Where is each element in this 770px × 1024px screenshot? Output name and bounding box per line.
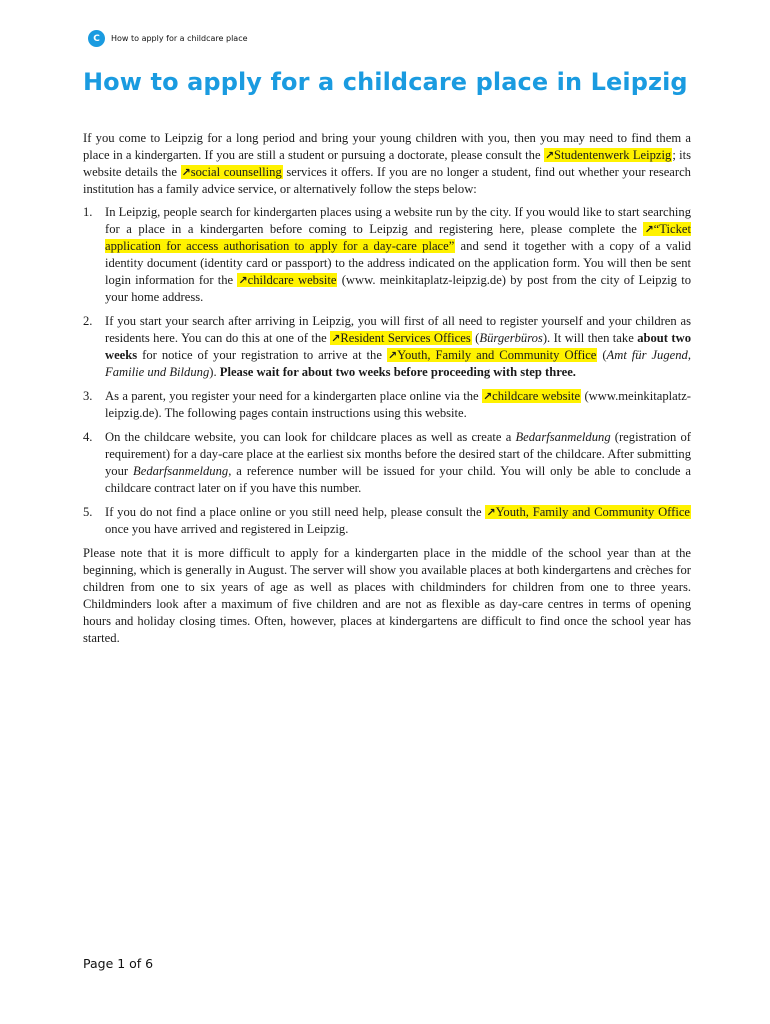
external-link-icon: ↗ (544, 149, 555, 162)
step-item (83, 313, 691, 381)
emphasis-text: Please wait for about two weeks before proceeding with step three. (219, 365, 576, 379)
link-label: Studentenwerk Leipzig (554, 148, 672, 162)
step-text: , a reference number will be issued for your child. You will only be able to conclude a childcare contract later on if you have this number. (105, 464, 691, 495)
german-term: Bedarfsanmeldung (515, 430, 611, 444)
intro-text: ; its website details the (83, 148, 691, 179)
link-resident-services[interactable] (330, 331, 472, 345)
emphasis-text: about two weeks (105, 331, 692, 362)
external-link-icon: ↗ (387, 349, 398, 362)
document-body (83, 130, 691, 647)
step-text: for notice of your registration to arrive at the (137, 348, 387, 362)
link-youth-family-office[interactable] (485, 505, 691, 519)
external-link-icon: ↗ (482, 390, 493, 403)
german-term: Amt für Jugend, Familie und Bildung (105, 348, 691, 379)
german-term: Bürgerbüros (479, 331, 543, 345)
german-term: Bedarfsanmeldung (133, 464, 229, 478)
step-text: As a parent, you register your need for a kindergarten place online via the (105, 389, 482, 403)
step-number: 4. (83, 430, 93, 444)
intro-text: If you come to Leipzig for a long period and bring your young children with you, then you may need to find them a place in a kindergarten. If you are still a student or pursuing a doctorate, please consult the (83, 131, 691, 162)
step-text: (www. meinkitaplatz-leipzig.de) by post from the city of Leipzig to your home address. (105, 273, 691, 304)
link-label: “Ticket application for access authorisation to apply for a day-care place” (105, 222, 691, 253)
step-text: ( (597, 348, 607, 362)
step-item (83, 504, 691, 538)
link-label: Youth, Family and Community Office (397, 348, 597, 362)
page-number: Page 1 of 6 (83, 956, 154, 971)
step-item (83, 204, 691, 306)
page-header (88, 30, 248, 47)
step-text: On the childcare website, you can look for childcare places as well as create a (105, 430, 516, 444)
link-label: Youth, Family and Community Office (495, 505, 690, 519)
external-link-icon: ↗ (181, 166, 191, 179)
step-text: ( (471, 331, 480, 345)
step-number: 2. (83, 314, 93, 328)
logo-icon: C (88, 30, 105, 47)
step-text: once you have arrived and registered in Leipzig. (105, 522, 349, 536)
link-childcare-website[interactable] (482, 389, 581, 403)
step-text: In Leipzig, people search for kindergarten places using a website run by the city. If you would like to start searching for a place in a kindergarten before coming to Leipzig and registering here, please complete the (105, 205, 691, 236)
step-text: and send it together with a copy of a valid identity document (identity card or passport) to the address indicated on the application form. You will then be sent login information for the (105, 239, 692, 287)
link-youth-family-office[interactable] (387, 348, 597, 362)
external-link-icon: ↗ (644, 223, 654, 236)
step-text: ). It will then take (542, 331, 638, 345)
step-text: ). (209, 365, 220, 379)
external-link-icon: ↗ (486, 506, 496, 519)
step-text: (registration of requirement) for a day-care place at the earliest six months before the desired start of the childcare. After submitting your (105, 430, 692, 478)
step-item (83, 388, 691, 422)
step-item (83, 429, 691, 497)
link-label: social counselling (190, 165, 282, 179)
step-number: 3. (83, 389, 93, 403)
header-title: How to apply for a childcare place (111, 34, 248, 43)
link-label: childcare website (492, 389, 581, 403)
step-text: If you do not find a place online or you still need help, please consult the (105, 505, 486, 519)
external-link-icon: ↗ (331, 332, 341, 345)
step-text: If you start your search after arriving in Leipzig, you will first of all need to register yourself and your children as residents here. You can do this at one of the (105, 314, 691, 345)
link-childcare-website[interactable] (237, 273, 337, 287)
note-paragraph: Please note that it is more difficult to apply for a kindergarten place in the middle of the school year than at the beginning, which is generally in August. The server will show you available places at both kindergartens and crèches for children from one to six years of age as well as places with childminders for children from one to three years. Childminders look after a maximum of five children and are not as flexible as day-care centres in terms of opening hours and holiday closing times. Often, however, places at kindergartens are difficult to find once the school year has started. (83, 546, 691, 645)
step-number: 1. (83, 205, 93, 219)
link-studentenwerk[interactable] (544, 148, 673, 162)
step-number: 5. (83, 505, 93, 519)
intro-paragraph (83, 130, 691, 198)
intro-text: services it offers. If you are no longer a student, find out whether your research institution has a family advice service, or alternatively follow the steps below: (83, 165, 691, 196)
step-text: (www.meinkitaplatz-leipzig.de). The following pages contain instructions using this website. (105, 389, 691, 420)
link-social-counselling[interactable] (181, 165, 283, 179)
link-label: Resident Services Offices (340, 331, 471, 345)
steps-list (83, 204, 691, 538)
external-link-icon: ↗ (238, 274, 248, 287)
link-label: childcare website (247, 273, 337, 287)
page-title: How to apply for a childcare place in Leipzig (83, 68, 688, 96)
